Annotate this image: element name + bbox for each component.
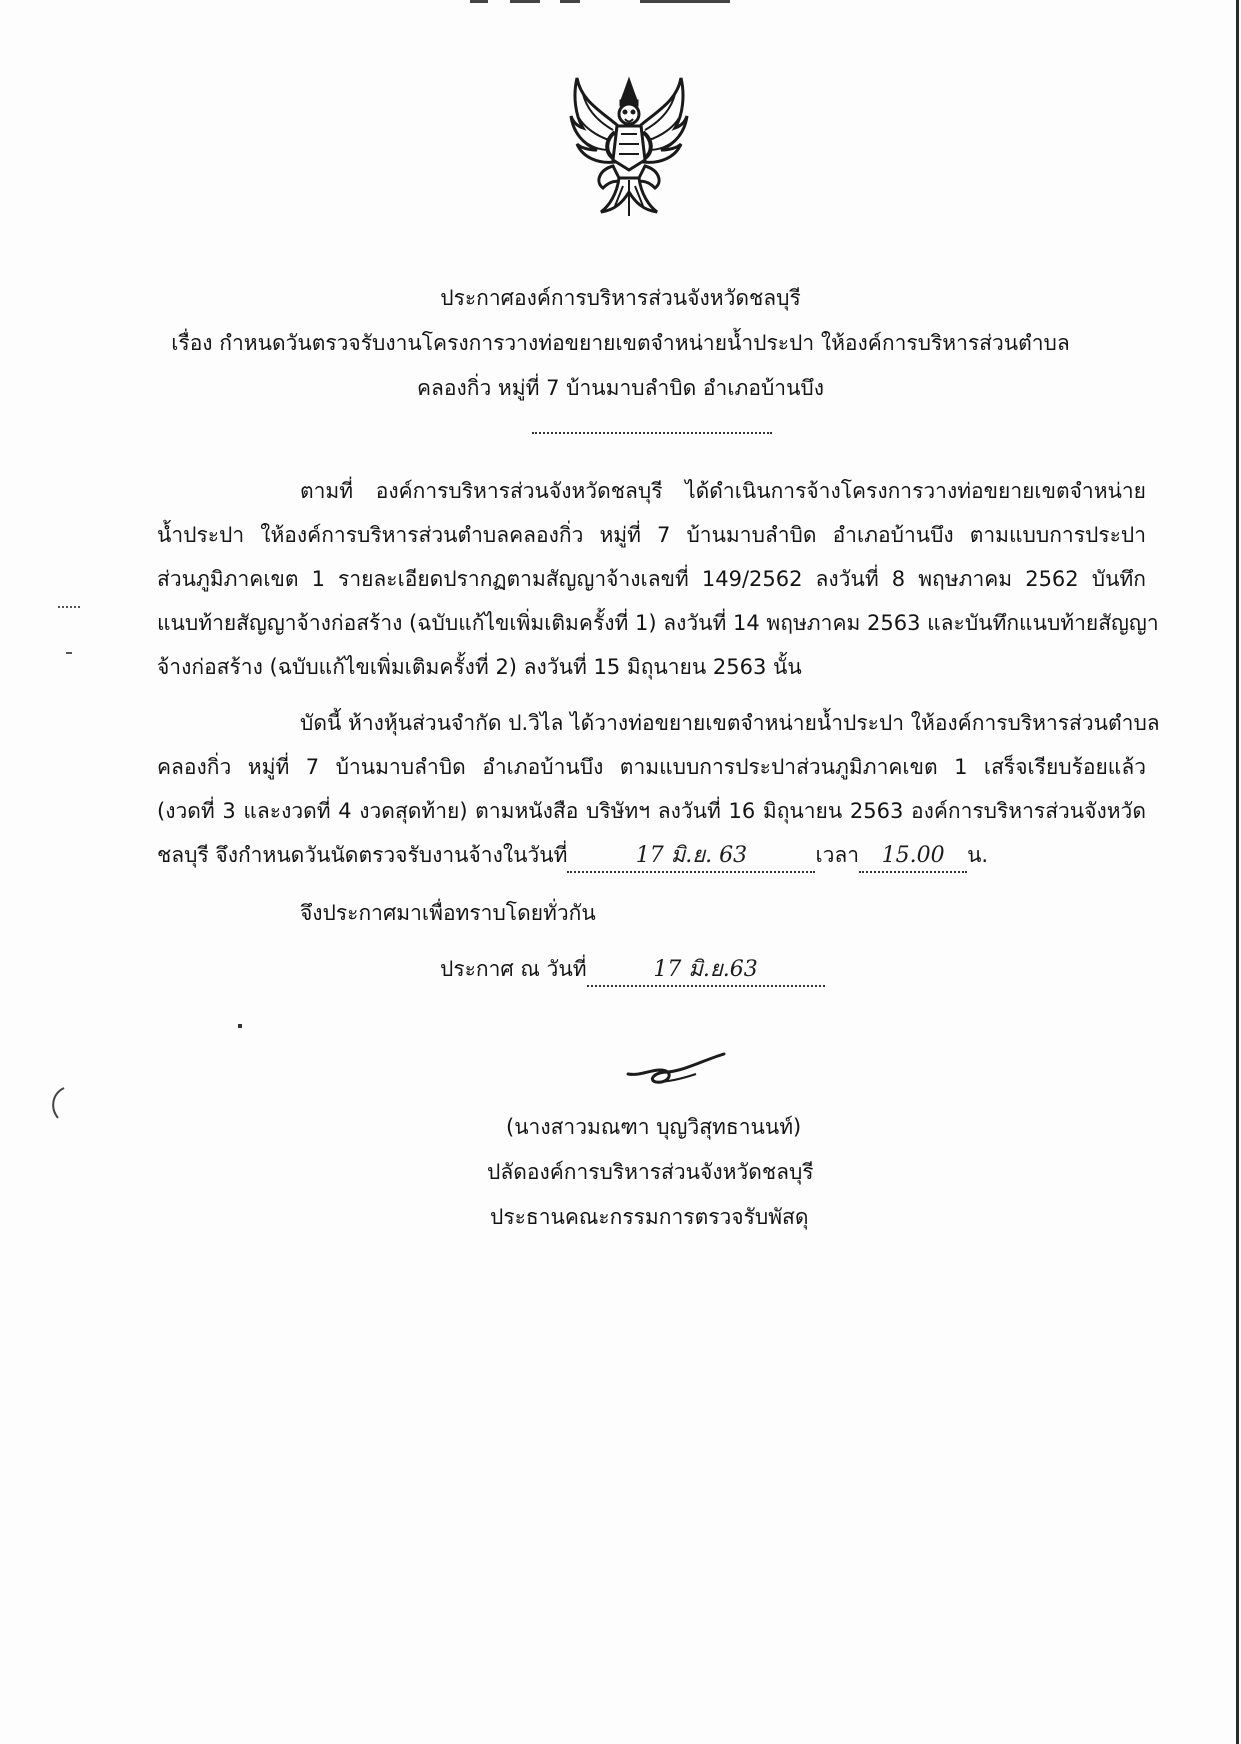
scan-edge-top: [510, 0, 540, 3]
separator-dots: [532, 432, 772, 434]
time-label: เวลา: [815, 843, 860, 867]
scan-edge-top: [470, 0, 488, 3]
signatory-name: (นางสาวมณฑา บุญวิสุทธานนท์): [506, 1115, 802, 1139]
scan-mark: [58, 606, 80, 608]
scan-edge-top: [560, 0, 580, 3]
para2-line-1: บัดนี้ ห้างหุ้นส่วนจำกัด ป.วิไล ได้วางท่อขยายเขตจำหน่ายน้ำประปา ให้องค์การบริหารส่วนตำบล: [300, 711, 1160, 735]
announcement-title: ประกาศองค์การบริหารส่วนจังหวัดชลบุรี: [440, 286, 801, 310]
announce-date-label: ประกาศ ณ วันที่: [440, 957, 587, 981]
inspection-date-handwritten: 17 มิ.ย. 63: [567, 841, 815, 873]
inspection-date-label: ชลบุรี จึงกำหนดวันนัดตรวจรับงานจ้างในวันที่: [157, 843, 568, 867]
para2-line-2: คลองกิ่ว หมู่ที่ 7 บ้านมาบลำบิด อำเภอบ้านบึง ตามแบบการประปาส่วนภูมิภาคเขต 1 เสร็จเรียบร้อยแล้ว: [157, 755, 1146, 779]
scan-mark: [44, 1084, 74, 1124]
handwritten-signature: [620, 1050, 730, 1090]
subject-line-2: คลองกิ่ว หมู่ที่ 7 บ้านมาบลำบิด อำเภอบ้านบึง: [416, 376, 825, 400]
garuda-emblem-icon: [569, 70, 689, 222]
scan-edge-top: [640, 0, 730, 3]
para2-line-3: (งวดที่ 3 และงวดที่ 4 งวดสุดท้าย) ตามหนังสือ บริษัทฯ ลงวันที่ 16 มิถุนายน 2563 องค์การบริหารส่วนจังหวัด: [157, 799, 1146, 823]
scan-edge-right: [1236, 0, 1239, 1744]
para1-line-1: ตามที่ องค์การบริหารส่วนจังหวัดชลบุรี ได้ดำเนินการจ้างโครงการวางท่อขยายเขตจำหน่าย: [300, 479, 1146, 503]
inspection-time-handwritten: 15.00: [859, 841, 967, 873]
subject-line-1: เรื่อง กำหนดวันตรวจรับงานโครงการวางท่อขยายเขตจำหน่ายน้ำประปา ให้องค์การบริหารส่วนตำบล: [171, 331, 1070, 355]
signatory-position-2: ประธานคณะกรรมการตรวจรับพัสดุ: [490, 1205, 809, 1229]
para2-line-4: [157, 840, 988, 873]
para1-line-3: ส่วนภูมิภาคเขต 1 รายละเอียดปรากฏตามสัญญาจ้างเลขที่ 149/2562 ลงวันที่ 8 พฤษภาคม 2562 บันทึก: [157, 567, 1146, 591]
para1-line-5: จ้างก่อสร้าง (ฉบับแก้ไขเพิ่มเติมครั้งที่ 2) ลงวันที่ 15 มิถุนายน 2563 นั้น: [157, 655, 802, 679]
para1-line-2: น้ำประปา ให้องค์การบริหารส่วนตำบลคลองกิ่ว หมู่ที่ 7 บ้านมาบลำบิด อำเภอบ้านบึง ตามแบบการประปา: [157, 523, 1146, 547]
announce-date-handwritten: 17 มิ.ย.63: [587, 955, 825, 987]
scan-mark: [238, 1024, 242, 1028]
closing-statement: จึงประกาศมาเพื่อทราบโดยทั่วกัน: [300, 901, 596, 925]
para1-line-4: แนบท้ายสัญญาจ้างก่อสร้าง (ฉบับแก้ไขเพิ่มเติมครั้งที่ 1) ลงวันที่ 14 พฤษภาคม 2563 และบันทึกแนบท้ายสัญญา: [157, 611, 1159, 635]
signatory-position-1: ปลัดองค์การบริหารส่วนจังหวัดชลบุรี: [487, 1160, 814, 1184]
time-suffix: น.: [967, 843, 989, 867]
scan-mark: [66, 652, 72, 654]
announce-date-line: [440, 954, 825, 987]
